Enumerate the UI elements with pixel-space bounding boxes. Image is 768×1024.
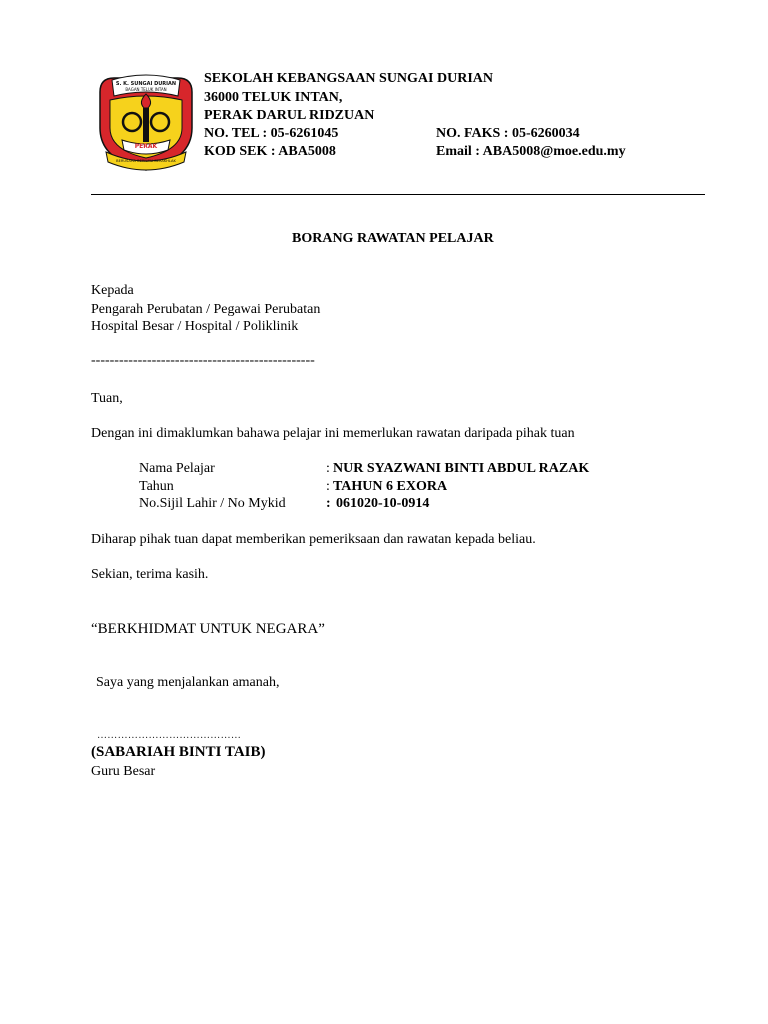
form-title: BORANG RAWATAN PELAJAR <box>292 231 494 246</box>
field-colon: : <box>326 496 331 511</box>
field-value-year: TAHUN 6 EXORA <box>333 479 448 494</box>
salutation: Tuan, <box>91 391 123 406</box>
email-address: Email : ABA5008@moe.edu.my <box>436 144 626 159</box>
crest-text-motto: BERUSAHA BERILMU BERAKHLAK <box>116 159 176 163</box>
fax-number: NO. FAKS : 05-6260034 <box>436 126 580 141</box>
intro-paragraph: Dengan ini dimaklumkan bahawa pelajar ini memerlukan rawatan daripada pihak tuan <box>91 426 575 441</box>
school-crest-icon <box>92 70 200 174</box>
school-code: KOD SEK : ABA5008 <box>204 144 336 159</box>
closing-line: Sekian, terima kasih. <box>91 567 209 582</box>
field-colon: : <box>326 479 330 494</box>
address-line2: PERAK DARUL RIDZUAN <box>204 108 375 123</box>
signatory-name: (SABARIAH BINTI TAIB) <box>91 744 266 760</box>
field-colon: : <box>326 461 330 476</box>
field-label-id: No.Sijil Lahir / No Mykid <box>139 496 286 511</box>
address-line1: 36000 TELUK INTAN, <box>204 90 343 105</box>
signatory-title: Guru Besar <box>91 764 156 779</box>
signoff: Saya yang menjalankan amanah, <box>96 675 280 690</box>
signature-line: …………………………………… <box>97 730 242 741</box>
crest-text-state: PERAK <box>134 143 158 150</box>
motto: “BERKHIDMAT UNTUK NEGARA” <box>91 621 325 637</box>
crest-text-top2: BAGAN TELUK INTAN <box>125 87 167 92</box>
field-label-name: Nama Pelajar <box>139 461 215 476</box>
crest-text-top: S. K. SUNGAI DURIAN <box>115 81 177 87</box>
phone-number: NO. TEL : 05-6261045 <box>204 126 339 141</box>
recipient-blank-line: ------------------------------------------------ <box>91 353 315 368</box>
recipient-line2: Hospital Besar / Hospital / Poliklinik <box>91 319 299 334</box>
header-divider <box>91 194 705 195</box>
request-paragraph: Diharap pihak tuan dapat memberikan pemeriksaan dan rawatan kepada beliau. <box>91 532 536 547</box>
field-label-year: Tahun <box>139 479 174 494</box>
to-label: Kepada <box>91 283 134 298</box>
recipient-line1: Pengarah Perubatan / Pegawai Perubatan <box>91 302 321 317</box>
field-value-name: NUR SYAZWANI BINTI ABDUL RAZAK <box>333 461 590 476</box>
school-name: SEKOLAH KEBANGSAAN SUNGAI DURIAN <box>204 71 493 86</box>
field-value-id: 061020-10-0914 <box>336 496 430 511</box>
